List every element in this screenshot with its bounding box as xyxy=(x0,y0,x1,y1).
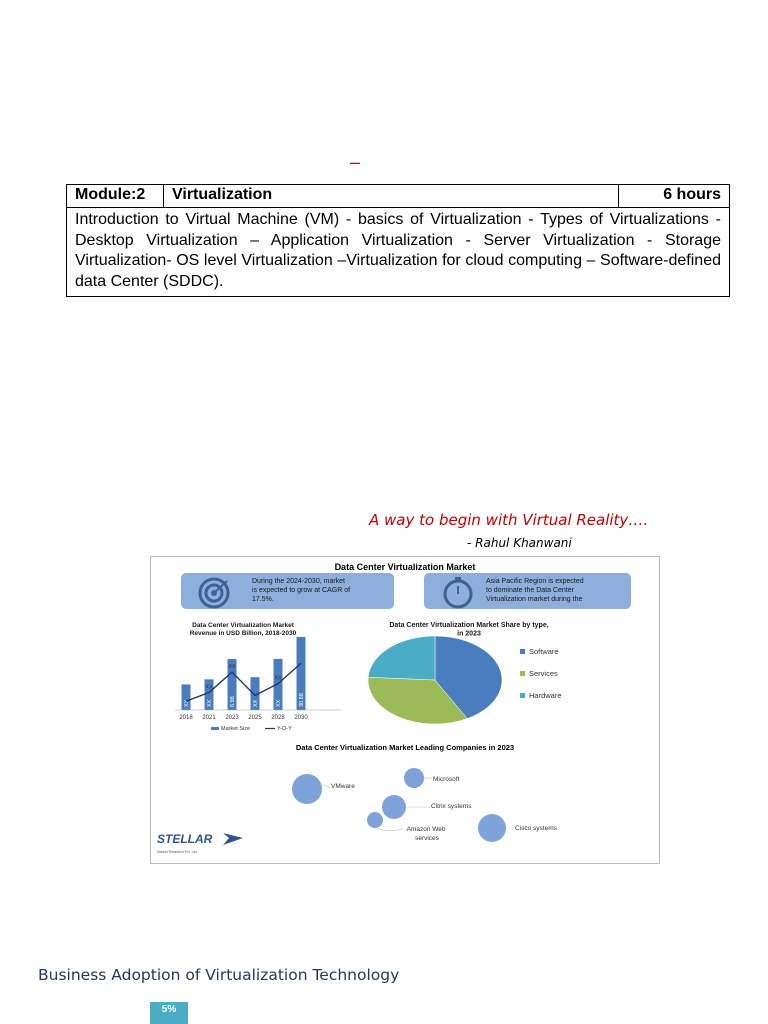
bubble-vmware xyxy=(292,774,322,804)
company-vmware: VMware xyxy=(331,783,355,790)
bar-value-label-2028: XX xyxy=(276,699,282,707)
pie-legend-hardware: Hardware xyxy=(529,691,562,700)
pie-legend-software: Software xyxy=(529,647,559,656)
pie-legend-swatch-services xyxy=(520,671,525,676)
module-header-row xyxy=(67,185,730,208)
yoy-label-2028: XX xyxy=(274,675,282,682)
callout-right-text: Asia Pacific Region is expected to dominate the Data Center Virtualization market during the xyxy=(486,578,584,603)
pie-legend-swatch-hardware xyxy=(520,693,525,698)
yoy-label-2023: XX xyxy=(228,664,236,671)
module-table xyxy=(66,184,730,297)
x-tick-2030: 2030 xyxy=(294,715,308,721)
bubble-cisco xyxy=(478,814,506,842)
stellar-logo xyxy=(157,832,243,854)
module-hours: 6 hours xyxy=(619,185,730,208)
x-tick-2021: 2021 xyxy=(202,715,216,721)
pie-chart-title: Data Center Virtualization Market Share by type, in 2023 xyxy=(389,622,549,638)
bar-value-label-2030: 30.88 xyxy=(299,693,305,707)
logo-arrow-icon xyxy=(223,833,243,845)
logo-subtext: Market Research Pvt. Ltd. xyxy=(157,850,198,854)
x-tick-2028: 2028 xyxy=(271,715,285,721)
percent-badge: 5% xyxy=(150,1002,188,1024)
section-heading: Business Adoption of Virtualization Technology xyxy=(38,966,400,984)
quote-author: - Rahul Khanwani xyxy=(467,536,572,550)
company-citrix: Citrix systems xyxy=(431,803,472,810)
bar-value-label-2021: XX xyxy=(207,699,213,707)
company-amazon: Amazon Web services xyxy=(406,826,446,842)
companies-bubbles xyxy=(292,768,558,842)
module-number: Module:2 xyxy=(67,185,164,208)
x-tick-2025: 2025 xyxy=(248,715,262,721)
quote-text: A way to begin with Virtual Reality…. xyxy=(369,511,649,529)
bar-value-label-2023: 6.98 xyxy=(230,696,236,707)
pie-slice-hardware xyxy=(368,636,435,680)
infographic-title: Data Center Virtualization Market xyxy=(334,562,476,572)
yoy-label-2021: XX xyxy=(205,684,213,691)
infographic-canvas xyxy=(151,557,659,863)
legend-market-size-swatch xyxy=(211,727,219,730)
logo-text: STELLAR xyxy=(157,832,213,846)
bar-chart xyxy=(175,622,341,732)
company-cisco: Cisco systems xyxy=(515,825,557,832)
bubble-citrix xyxy=(382,795,406,819)
module-description: Introduction to Virtual Machine (VM) - basics of Virtualization - Types of Virtualizations - Desktop Virtualization – Application Virtualization - Server Virtualization - Storage Virtualization- OS level Virtualization –Virtualization for cloud computing – Software-defined data Center (SDDC). xyxy=(67,208,730,297)
bubble-amazon xyxy=(367,812,383,828)
module-title: Virtualization xyxy=(164,185,619,208)
bar-value-label-2025: XX xyxy=(253,699,259,707)
legend-market-size: Market Size xyxy=(221,726,251,732)
callout-left-text: During the 2024-2030, market is expected to grow at CAGR of 17.5%. xyxy=(252,578,351,603)
bar-value-label-2018: XX xyxy=(184,699,190,707)
module-body-row xyxy=(67,208,730,297)
legend-yoy: Y-O-Y xyxy=(277,726,292,732)
red-dash-mark: – xyxy=(350,152,361,172)
yoy-line xyxy=(186,663,301,701)
x-tick-2023: 2023 xyxy=(225,715,239,721)
x-tick-2018: 2018 xyxy=(179,715,193,721)
bubble-microsoft xyxy=(404,768,424,788)
company-microsoft: Microsoft xyxy=(433,776,460,783)
pie-chart xyxy=(368,622,562,724)
bar-chart-title: Data Center Virtualization Market Revenue in USD Billion, 2018-2030 xyxy=(189,622,297,637)
market-infographic xyxy=(150,556,660,864)
pie-legend-services: Services xyxy=(529,669,558,678)
pie-legend-swatch-software xyxy=(520,649,525,654)
companies-title: Data Center Virtualization Market Leading Companies in 2023 xyxy=(295,743,515,752)
